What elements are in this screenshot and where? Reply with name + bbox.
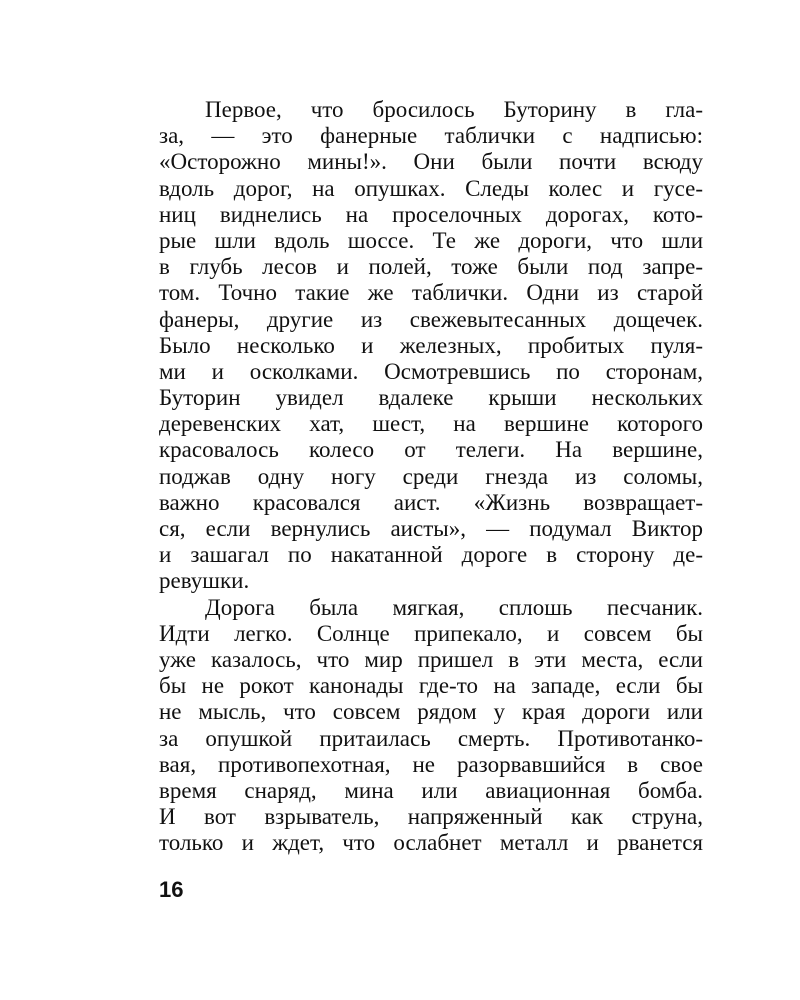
- text-line: за опушкой притаилась смерть. Противотанко-: [159, 725, 703, 751]
- text-line: ми и осколками. Осмотревшись по сторонам,: [159, 358, 703, 384]
- text-line: «Осторожно мины!». Они были почти всюду: [159, 149, 703, 175]
- text-line: Идти легко. Солнце припекало, и совсем бы: [159, 620, 703, 646]
- paragraph-2: [159, 595, 703, 857]
- text-line: важно красовался аист. «Жизнь возвращает-: [159, 489, 703, 515]
- text-line: поджав одну ногу среди гнезда из соломы,: [159, 463, 703, 489]
- text-line: красовалось колесо от телеги. На вершине,: [159, 437, 703, 463]
- text-line: Буторин увидел вдалеке крыши нескольких: [159, 385, 703, 411]
- text-line: вдоль дорог, на опушках. Следы колес и гусе-: [159, 175, 703, 201]
- text-line: в глубь лесов и полей, тоже были под запре-: [159, 254, 703, 280]
- page-number: 16: [159, 877, 184, 902]
- text-line: Дорога была мягкая, сплошь песчаник.: [205, 594, 703, 620]
- text-line: время снаряд, мина или авиационная бомба.: [159, 777, 703, 803]
- text-line: фанеры, другие из свежевытесанных дощечек.: [159, 306, 703, 332]
- text-line: только и ждет, что ослабнет металл и рванется: [159, 830, 703, 856]
- text-line: уже казалось, что мир пришел в эти места, если: [159, 646, 703, 672]
- text-line: ниц виднелись на проселочных дорогах, кото-: [159, 201, 703, 227]
- text-line: не мысль, что совсем рядом у края дороги или: [159, 699, 703, 725]
- text-line: том. Точно такие же таблички. Одни из старой: [159, 280, 703, 306]
- text-line: Было несколько и железных, пробитых пуля-: [159, 332, 703, 358]
- text-line: бы не рокот канонады где-то на западе, если бы: [159, 673, 703, 699]
- text-line: ревушки.: [159, 568, 250, 594]
- text-line: рые шли вдоль шоссе. Те же дороги, что шли: [159, 227, 703, 253]
- paragraph-1: [159, 97, 703, 595]
- text-line: ся, если вернулись аисты», — подумал Виктор: [159, 516, 703, 541]
- text-line: и зашагал по накатанной дороге в сторону де-: [159, 542, 703, 568]
- text-line: деревенских хат, шест, на вершине которого: [159, 411, 703, 437]
- text-line: за, — это фанерные таблички с надписью:: [159, 123, 703, 149]
- text-line: Первое, что бросилось Буторину в гла-: [205, 97, 703, 122]
- text-line: вая, противопехотная, не разорвавшийся в свое: [159, 751, 703, 777]
- text-line: И вот взрыватель, напряженный как струна,: [159, 804, 703, 830]
- body-text: [159, 97, 703, 856]
